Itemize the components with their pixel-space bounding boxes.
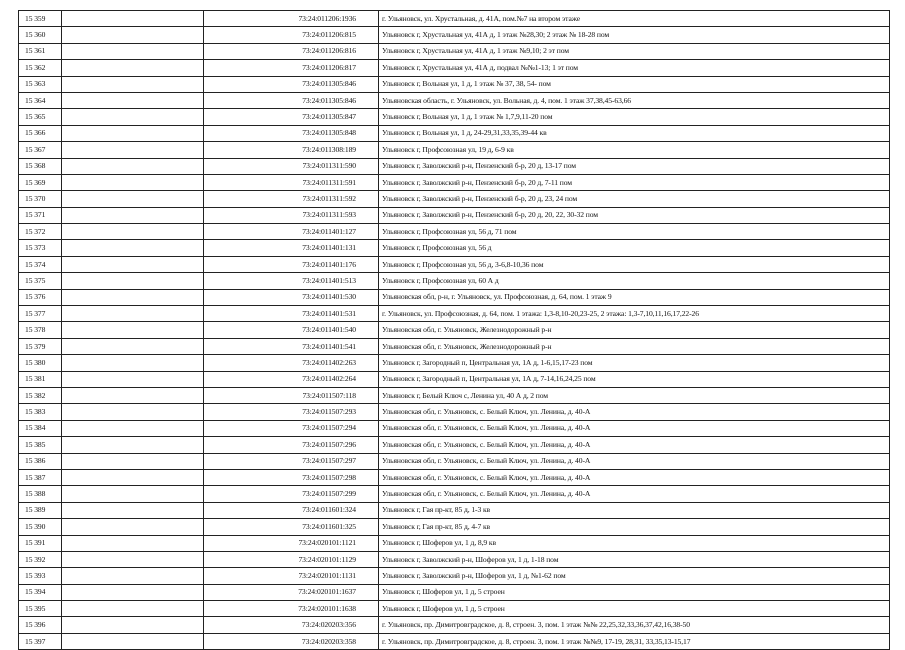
row-number-cell: 15 394 bbox=[19, 584, 62, 600]
row-number-cell: 15 382 bbox=[19, 387, 62, 403]
table-row bbox=[19, 207, 890, 223]
empty-cell bbox=[62, 158, 204, 174]
empty-cell bbox=[62, 437, 204, 453]
row-number-cell: 15 374 bbox=[19, 256, 62, 272]
address-cell: Ульяновская обл, г. Ульяновск, с. Белый Ключ, ул. Ленина, д. 40-А bbox=[379, 404, 890, 420]
cadastral-number-cell: 73:24:011507:294 bbox=[204, 420, 379, 436]
table-row bbox=[19, 224, 890, 240]
empty-cell bbox=[62, 191, 204, 207]
empty-cell bbox=[62, 109, 204, 125]
address-cell: Ульяновск г, Заволжский р-н, Шоферов ул, 1 д, 1-18 пом bbox=[379, 551, 890, 567]
empty-cell bbox=[62, 453, 204, 469]
row-number-cell: 15 365 bbox=[19, 109, 62, 125]
address-cell: г. Ульяновск, пр. Димитровградское, д. 8, строен. 3, пом. 1 этаж №№9, 17-19, 28,31, 33,35,13-15,17 bbox=[379, 633, 890, 649]
table-row bbox=[19, 92, 890, 108]
table-row bbox=[19, 486, 890, 502]
row-number-cell: 15 367 bbox=[19, 142, 62, 158]
table-row bbox=[19, 142, 890, 158]
cadastral-number-cell: 73:24:011402:263 bbox=[204, 355, 379, 371]
row-number-cell: 15 372 bbox=[19, 224, 62, 240]
row-number-cell: 15 390 bbox=[19, 519, 62, 535]
table-row bbox=[19, 43, 890, 59]
address-cell: Ульяновск г, Загородный п, Центральная ул, 1А д, 1-6,15,17-23 пом bbox=[379, 355, 890, 371]
address-cell: Ульяновск г, Шоферов ул, 1 д, 5 строен bbox=[379, 601, 890, 617]
cadastral-number-cell: 73:24:011601:324 bbox=[204, 502, 379, 518]
cadastral-number-cell: 73:24:011311:592 bbox=[204, 191, 379, 207]
address-cell: г. Ульяновск, ул. Профсоюзная, д. 64, пом. 1 этажа: 1,3-8,10-20,23-25, 2 этажа: 1,3-7,10,11,16,17,22-26 bbox=[379, 306, 890, 322]
table-row bbox=[19, 60, 890, 76]
table-row bbox=[19, 633, 890, 649]
address-cell: Ульяновск г, Профсоюзная ул, 60 А д bbox=[379, 273, 890, 289]
address-cell: Ульяновск г, Профсоюзная ул, 56 д bbox=[379, 240, 890, 256]
cadastral-number-cell: 73:24:011206:816 bbox=[204, 43, 379, 59]
empty-cell bbox=[62, 240, 204, 256]
empty-cell bbox=[62, 224, 204, 240]
table-row bbox=[19, 338, 890, 354]
cadastral-number-cell: 73:24:011401:541 bbox=[204, 338, 379, 354]
row-number-cell: 15 384 bbox=[19, 420, 62, 436]
address-cell: Ульяновск г, Хрустальная ул, 41А д, 1 этаж №9,10; 2 эт пом bbox=[379, 43, 890, 59]
address-cell: Ульяновская обл, г. Ульяновск, с. Белый Ключ, ул. Ленина, д. 40-А bbox=[379, 453, 890, 469]
table-row bbox=[19, 568, 890, 584]
table-row bbox=[19, 617, 890, 633]
address-cell: Ульяновская обл, г. Ульяновск, с. Белый Ключ, ул. Ленина, д. 40-А bbox=[379, 420, 890, 436]
empty-cell bbox=[62, 387, 204, 403]
row-number-cell: 15 360 bbox=[19, 27, 62, 43]
row-number-cell: 15 391 bbox=[19, 535, 62, 551]
row-number-cell: 15 383 bbox=[19, 404, 62, 420]
table-row bbox=[19, 371, 890, 387]
cadastral-number-cell: 73:24:011507:293 bbox=[204, 404, 379, 420]
empty-cell bbox=[62, 535, 204, 551]
address-cell: Ульяновск г, Гая пр-кт, 85 д, 4-7 кв bbox=[379, 519, 890, 535]
cadastral-number-cell: 73:24:011311:591 bbox=[204, 174, 379, 190]
address-cell: Ульяновск г, Шоферов ул, 1 д, 5 строен bbox=[379, 584, 890, 600]
empty-cell bbox=[62, 519, 204, 535]
cadastral-number-cell: 73:24:011401:513 bbox=[204, 273, 379, 289]
cadastral-number-cell: 73:24:011401:131 bbox=[204, 240, 379, 256]
address-cell: Ульяновск г, Заволжский р-н, Пензенский б-р, 20 д, 23, 24 пом bbox=[379, 191, 890, 207]
cadastral-number-cell: 73:24:020101:1638 bbox=[204, 601, 379, 617]
row-number-cell: 15 376 bbox=[19, 289, 62, 305]
empty-cell bbox=[62, 584, 204, 600]
row-number-cell: 15 397 bbox=[19, 633, 62, 649]
address-cell: Ульяновск г, Вольная ул, 1 д, 1 этаж № 1,7,9,11-20 пом bbox=[379, 109, 890, 125]
row-number-cell: 15 389 bbox=[19, 502, 62, 518]
table-row bbox=[19, 322, 890, 338]
empty-cell bbox=[62, 76, 204, 92]
row-number-cell: 15 362 bbox=[19, 60, 62, 76]
table-row bbox=[19, 437, 890, 453]
row-number-cell: 15 371 bbox=[19, 207, 62, 223]
table-row bbox=[19, 76, 890, 92]
cadastral-number-cell: 73:24:011305:848 bbox=[204, 125, 379, 141]
cadastral-number-cell: 73:24:020101:1129 bbox=[204, 551, 379, 567]
cadastral-number-cell: 73:24:011206:815 bbox=[204, 27, 379, 43]
address-cell: Ульяновск г, Вольная ул, 1 д, 24-29,31,33,35,39-44 кв bbox=[379, 125, 890, 141]
cadastral-number-cell: 73:24:011507:296 bbox=[204, 437, 379, 453]
table-row bbox=[19, 306, 890, 322]
cadastral-number-cell: 73:24:011206:817 bbox=[204, 60, 379, 76]
cadastral-number-cell: 73:24:011507:298 bbox=[204, 469, 379, 485]
address-cell: Ульяновск г, Профсоюзная ул, 56 д, 3-6,8-10,36 пом bbox=[379, 256, 890, 272]
cadastral-number-cell: 73:24:011305:846 bbox=[204, 76, 379, 92]
cadastral-number-cell: 73:24:011401:531 bbox=[204, 306, 379, 322]
table-row bbox=[19, 109, 890, 125]
empty-cell bbox=[62, 420, 204, 436]
table-row bbox=[19, 191, 890, 207]
address-cell: г. Ульяновск, ул. Хрустальная, д. 41А, пом.№7 на втором этаже bbox=[379, 11, 890, 27]
empty-cell bbox=[62, 371, 204, 387]
cadastral-number-cell: 73:24:011308:189 bbox=[204, 142, 379, 158]
table-row bbox=[19, 273, 890, 289]
empty-cell bbox=[62, 502, 204, 518]
cadastral-number-cell: 73:24:011402:264 bbox=[204, 371, 379, 387]
table-row bbox=[19, 289, 890, 305]
empty-cell bbox=[62, 355, 204, 371]
empty-cell bbox=[62, 601, 204, 617]
document-page bbox=[18, 10, 890, 650]
empty-cell bbox=[62, 174, 204, 190]
row-number-cell: 15 373 bbox=[19, 240, 62, 256]
cadastral-number-cell: 73:24:011401:127 bbox=[204, 224, 379, 240]
address-cell: Ульяновская обл, г. Ульяновск, Железнодорожный р-н bbox=[379, 338, 890, 354]
cadastral-number-cell: 73:24:011401:530 bbox=[204, 289, 379, 305]
cadastral-number-cell: 73:24:011401:176 bbox=[204, 256, 379, 272]
table-row bbox=[19, 158, 890, 174]
empty-cell bbox=[62, 469, 204, 485]
cadastral-number-cell: 73:24:011507:118 bbox=[204, 387, 379, 403]
empty-cell bbox=[62, 92, 204, 108]
row-number-cell: 15 369 bbox=[19, 174, 62, 190]
cadastral-number-cell: 73:24:011206:1936 bbox=[204, 11, 379, 27]
row-number-cell: 15 363 bbox=[19, 76, 62, 92]
table-row bbox=[19, 355, 890, 371]
address-cell: Ульяновская обл, г. Ульяновск, с. Белый Ключ, ул. Ленина, д. 40-А bbox=[379, 486, 890, 502]
empty-cell bbox=[62, 27, 204, 43]
address-cell: Ульяновск г, Заволжский р-н, Пензенский б-р, 20 д, 13-17 пом bbox=[379, 158, 890, 174]
empty-cell bbox=[62, 617, 204, 633]
address-cell: Ульяновск г, Профсоюзная ул, 56 д, 71 пом bbox=[379, 224, 890, 240]
address-cell: Ульяновск г, Хрустальная ул, 41А д, 1 этаж №28,30; 2 этаж № 18-28 пом bbox=[379, 27, 890, 43]
property-register-table bbox=[18, 10, 890, 650]
address-cell: Ульяновск г, Шоферов ул, 1 д, 8,9 кв bbox=[379, 535, 890, 551]
table-row bbox=[19, 535, 890, 551]
address-cell: г. Ульяновск, пр. Димитровградское, д. 8, строен. 3, пом. 1 этаж №№ 22,25,32,33,36,37,42,16,38-50 bbox=[379, 617, 890, 633]
cadastral-number-cell: 73:24:011311:590 bbox=[204, 158, 379, 174]
row-number-cell: 15 364 bbox=[19, 92, 62, 108]
cadastral-number-cell: 73:24:011401:540 bbox=[204, 322, 379, 338]
cadastral-number-cell: 73:24:011601:325 bbox=[204, 519, 379, 535]
empty-cell bbox=[62, 568, 204, 584]
empty-cell bbox=[62, 273, 204, 289]
address-cell: Ульяновск г, Заволжский р-н, Пензенский б-р, 20 д, 7-11 пом bbox=[379, 174, 890, 190]
address-cell: Ульяновская обл, г. Ульяновск, с. Белый Ключ, ул. Ленина, д. 40-А bbox=[379, 469, 890, 485]
empty-cell bbox=[62, 125, 204, 141]
empty-cell bbox=[62, 551, 204, 567]
table-row bbox=[19, 502, 890, 518]
row-number-cell: 15 379 bbox=[19, 338, 62, 354]
cadastral-number-cell: 73:24:020101:1121 bbox=[204, 535, 379, 551]
table-row bbox=[19, 551, 890, 567]
table-row bbox=[19, 584, 890, 600]
cadastral-number-cell: 73:24:011311:593 bbox=[204, 207, 379, 223]
table-row bbox=[19, 469, 890, 485]
cadastral-number-cell: 73:24:011507:299 bbox=[204, 486, 379, 502]
row-number-cell: 15 396 bbox=[19, 617, 62, 633]
address-cell: Ульяновская обл, г. Ульяновск, Железнодорожный р-н bbox=[379, 322, 890, 338]
table-row bbox=[19, 453, 890, 469]
cadastral-number-cell: 73:24:020203:356 bbox=[204, 617, 379, 633]
empty-cell bbox=[62, 633, 204, 649]
address-cell: Ульяновская обл, г. Ульяновск, с. Белый Ключ, ул. Ленина, д. 40-А bbox=[379, 437, 890, 453]
address-cell: Ульяновск г, Хрустальная ул, 41А д, подвал №№1-13; 1 эт пом bbox=[379, 60, 890, 76]
row-number-cell: 15 386 bbox=[19, 453, 62, 469]
row-number-cell: 15 368 bbox=[19, 158, 62, 174]
row-number-cell: 15 381 bbox=[19, 371, 62, 387]
empty-cell bbox=[62, 322, 204, 338]
cadastral-number-cell: 73:24:020101:1131 bbox=[204, 568, 379, 584]
row-number-cell: 15 387 bbox=[19, 469, 62, 485]
row-number-cell: 15 378 bbox=[19, 322, 62, 338]
cadastral-number-cell: 73:24:011305:847 bbox=[204, 109, 379, 125]
empty-cell bbox=[62, 404, 204, 420]
empty-cell bbox=[62, 43, 204, 59]
address-cell: Ульяновская область, г. Ульяновск, ул. Вольная, д. 4, пом. 1 этаж 37,38,45-63,66 bbox=[379, 92, 890, 108]
row-number-cell: 15 377 bbox=[19, 306, 62, 322]
address-cell: Ульяновск г, Профсоюзная ул, 19 д, 6-9 кв bbox=[379, 142, 890, 158]
address-cell: Ульяновск г, Белый Ключ с, Ленина ул, 40 А д, 2 пом bbox=[379, 387, 890, 403]
empty-cell bbox=[62, 306, 204, 322]
table-row bbox=[19, 240, 890, 256]
address-cell: Ульяновская обл, р-н, г. Ульяновск, ул. Профсоюзная, д. 64, пом. 1 этаж 9 bbox=[379, 289, 890, 305]
table-row bbox=[19, 387, 890, 403]
empty-cell bbox=[62, 256, 204, 272]
table-row bbox=[19, 125, 890, 141]
row-number-cell: 15 385 bbox=[19, 437, 62, 453]
empty-cell bbox=[62, 486, 204, 502]
table-row bbox=[19, 27, 890, 43]
row-number-cell: 15 366 bbox=[19, 125, 62, 141]
cadastral-number-cell: 73:24:020203:358 bbox=[204, 633, 379, 649]
table-row bbox=[19, 420, 890, 436]
table-row bbox=[19, 174, 890, 190]
empty-cell bbox=[62, 289, 204, 305]
address-cell: Ульяновск г, Вольная ул, 1 д, 1 этаж № 37, 38, 54- пом bbox=[379, 76, 890, 92]
row-number-cell: 15 359 bbox=[19, 11, 62, 27]
table-row bbox=[19, 256, 890, 272]
table-row bbox=[19, 404, 890, 420]
table-row bbox=[19, 519, 890, 535]
row-number-cell: 15 370 bbox=[19, 191, 62, 207]
cadastral-number-cell: 73:24:011507:297 bbox=[204, 453, 379, 469]
cadastral-number-cell: 73:24:011305:846 bbox=[204, 92, 379, 108]
row-number-cell: 15 361 bbox=[19, 43, 62, 59]
row-number-cell: 15 392 bbox=[19, 551, 62, 567]
row-number-cell: 15 388 bbox=[19, 486, 62, 502]
row-number-cell: 15 395 bbox=[19, 601, 62, 617]
row-number-cell: 15 393 bbox=[19, 568, 62, 584]
table-row bbox=[19, 601, 890, 617]
address-cell: Ульяновск г, Гая пр-кт, 85 д, 1-3 кв bbox=[379, 502, 890, 518]
empty-cell bbox=[62, 142, 204, 158]
address-cell: Ульяновск г, Заволжский р-н, Пензенский б-р, 20 д, 20, 22, 30-32 пом bbox=[379, 207, 890, 223]
row-number-cell: 15 380 bbox=[19, 355, 62, 371]
address-cell: Ульяновск г, Загородный п, Центральная ул, 1А д, 7-14,16,24,25 пом bbox=[379, 371, 890, 387]
empty-cell bbox=[62, 60, 204, 76]
row-number-cell: 15 375 bbox=[19, 273, 62, 289]
address-cell: Ульяновск г, Заволжский р-н, Шоферов ул, 1 д, №1-62 пом bbox=[379, 568, 890, 584]
cadastral-number-cell: 73:24:020101:1637 bbox=[204, 584, 379, 600]
empty-cell bbox=[62, 207, 204, 223]
table-body bbox=[19, 11, 890, 650]
table-row bbox=[19, 11, 890, 27]
empty-cell bbox=[62, 338, 204, 354]
empty-cell bbox=[62, 11, 204, 27]
